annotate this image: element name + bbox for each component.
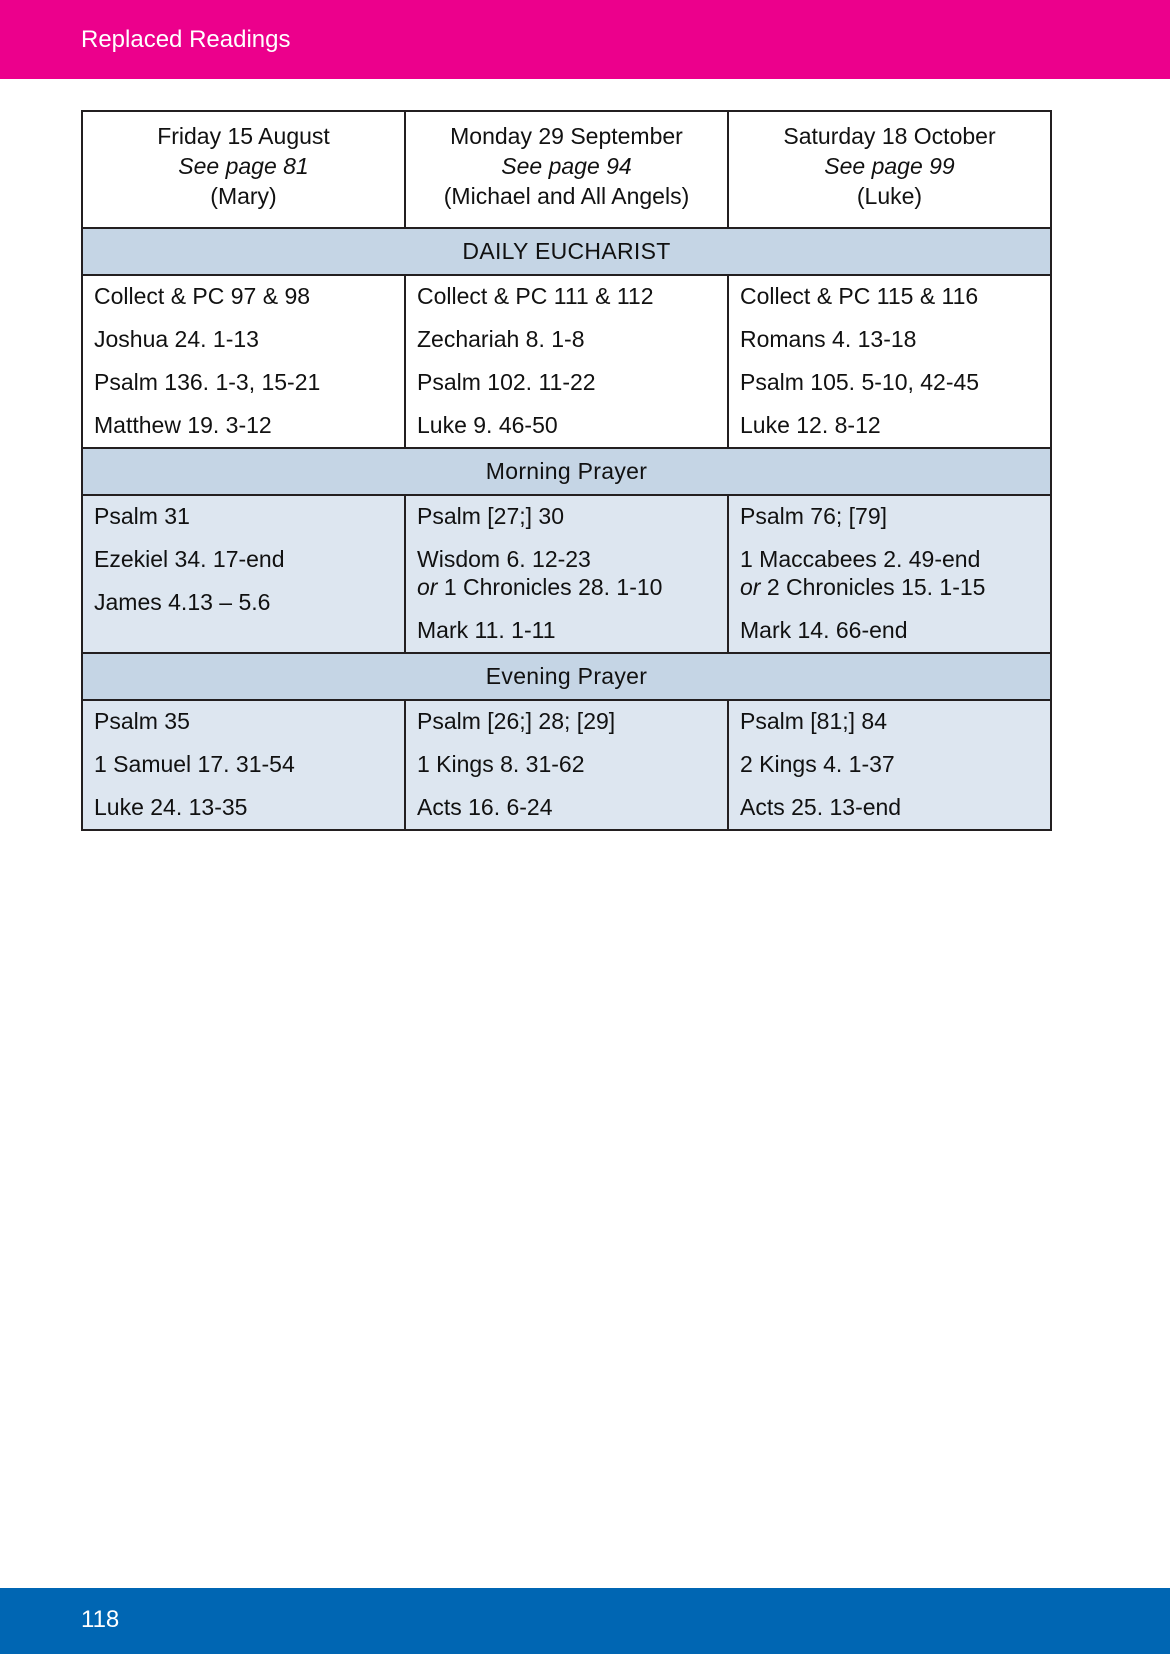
evening-cell-monday: [405, 700, 728, 830]
reading-line: 1 Samuel 17. 31-54: [94, 751, 295, 777]
readings-table: [81, 110, 1052, 831]
reading-alternative: 1 Chronicles 28. 1-10: [437, 574, 663, 600]
reading-line: Joshua 24. 1-13: [94, 326, 259, 352]
section-heading: Morning Prayer: [82, 448, 1051, 495]
eucharist-cell-monday: [405, 275, 728, 448]
section-title: Replaced Readings: [81, 26, 291, 53]
reading-line: Psalm 31: [94, 503, 190, 529]
reading-line: Collect & PC 115 & 116: [740, 283, 979, 309]
section-row-morning: [82, 448, 1051, 495]
reading-line: 2 Kings 4. 1-37: [740, 751, 895, 777]
column-feast-name: (Mary): [210, 183, 277, 209]
column-header-monday: [405, 111, 728, 228]
reading-line: Luke 12. 8-12: [740, 412, 881, 438]
reading-line: James 4.13 – 5.6: [94, 589, 271, 615]
column-page-ref: See page 94: [501, 153, 632, 179]
reading-line: Matthew 19. 3-12: [94, 412, 272, 438]
morning-cell-friday: [82, 495, 405, 653]
reading-line: Psalm [27;] 30: [417, 503, 565, 529]
or-word: or: [740, 574, 761, 600]
reading-line: Acts 16. 6-24: [417, 794, 553, 820]
evening-cell-saturday: [728, 700, 1051, 830]
column-header-saturday: [728, 111, 1051, 228]
reading-line: Psalm 136. 1-3, 15-21: [94, 369, 321, 395]
reading-line: Psalm [81;] 84: [740, 708, 888, 734]
reading-line: Mark 11. 1-11: [417, 617, 556, 643]
evening-readings-row: [82, 700, 1051, 830]
reading-alternative: 2 Chronicles 15. 1-15: [760, 574, 986, 600]
reading-line: Psalm 76; [79]: [740, 503, 888, 529]
reading-line: Psalm 102. 11-22: [417, 369, 596, 395]
reading-first: Wisdom 6. 12-23: [417, 546, 591, 572]
reading-line: Luke 9. 46-50: [417, 412, 558, 438]
evening-cell-friday: [82, 700, 405, 830]
section-heading: DAILY EUCHARIST: [82, 228, 1051, 275]
reading-first: 1 Maccabees 2. 49-end: [740, 546, 981, 572]
column-page-ref: See page 99: [824, 153, 955, 179]
reading-line: Acts 25. 13-end: [740, 794, 902, 820]
reading-line: Luke 24. 13-35: [94, 794, 248, 820]
column-page-ref: See page 81: [178, 153, 309, 179]
morning-readings-row: [82, 495, 1051, 653]
eucharist-cell-friday: [82, 275, 405, 448]
column-date: Monday 29 September: [450, 123, 683, 149]
column-date: Saturday 18 October: [783, 123, 996, 149]
morning-cell-saturday: [728, 495, 1051, 653]
column-feast-name: (Michael and All Angels): [443, 183, 690, 209]
page-number: 118: [81, 1606, 120, 1633]
reading-line-with-alternative: [417, 545, 716, 601]
column-header-friday: [82, 111, 405, 228]
reading-line: Zechariah 8. 1-8: [417, 326, 585, 352]
footer-band: [0, 1588, 1170, 1654]
reading-line: Collect & PC 97 & 98: [94, 283, 311, 309]
reading-line: 1 Kings 8. 31-62: [417, 751, 585, 777]
reading-line: Ezekiel 34. 17-end: [94, 546, 285, 572]
or-word: or: [417, 574, 438, 600]
section-row-eucharist: [82, 228, 1051, 275]
section-heading: Evening Prayer: [82, 653, 1051, 700]
reading-line: Romans 4. 13-18: [740, 326, 917, 352]
section-row-evening: [82, 653, 1051, 700]
reading-line: Collect & PC 111 & 112: [417, 283, 654, 309]
eucharist-cell-saturday: [728, 275, 1051, 448]
top-band: [0, 0, 1170, 79]
eucharist-readings-row: [82, 275, 1051, 448]
table-header-row: [82, 111, 1051, 228]
column-date: Friday 15 August: [157, 123, 330, 149]
reading-line: Mark 14. 66-end: [740, 617, 908, 643]
reading-line: Psalm 35: [94, 708, 190, 734]
morning-cell-monday: [405, 495, 728, 653]
reading-line-with-alternative: [740, 545, 1039, 601]
reading-line: Psalm 105. 5-10, 42-45: [740, 369, 980, 395]
column-feast-name: (Luke): [856, 183, 923, 209]
reading-line: Psalm [26;] 28; [29]: [417, 708, 616, 734]
